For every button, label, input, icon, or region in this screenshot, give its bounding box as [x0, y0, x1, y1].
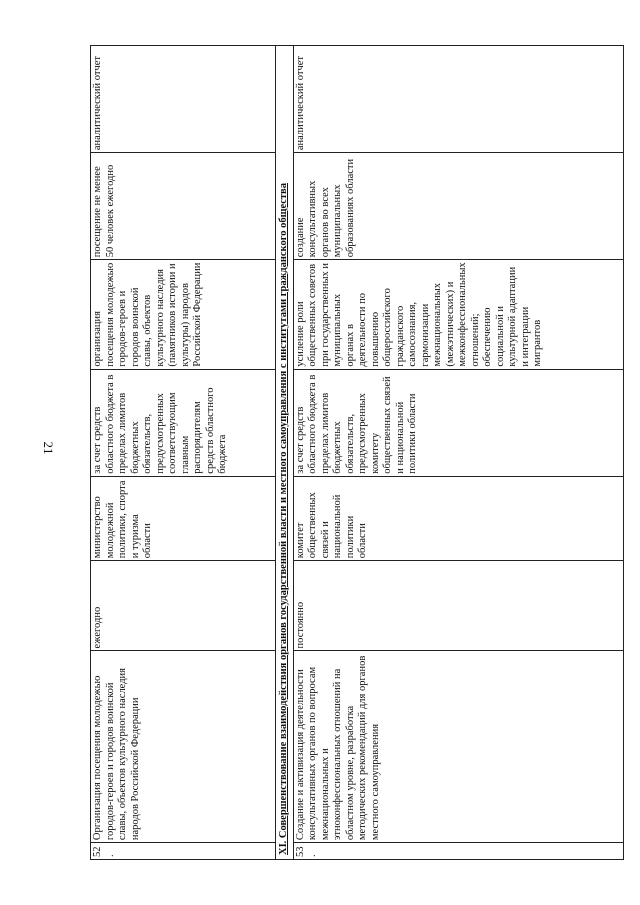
- row-number: 53.: [293, 843, 623, 860]
- action-plan-table: [90, 45, 624, 860]
- report-cell: аналитический отчет: [293, 46, 623, 153]
- section-title: XI. Совершенствование взаимодействия органов государственной власти и местного самоуправления с институтами гражданского общества: [276, 46, 294, 860]
- funding-cell: за счет средств областного бюджета в пределах лимитов бюджетных обязательств, предусмотренных соответствующим главным распорядителям средств областного бюджета: [91, 369, 276, 476]
- indicator-cell: создание консультативных органов во всех муниципальных образованиях области: [293, 153, 623, 260]
- table-row-52: [91, 46, 276, 860]
- rotated-table-wrapper: [90, 45, 635, 860]
- executor-cell: комитет общественных связей и национальной политики области: [293, 476, 623, 561]
- result-cell: усиление роли общественных советов при государственных и муниципальных органах в деятельности по повышению общероссийского гражданского самосознания, гармонизации межнациональных (межэтнических) и межконфессиональных отношений; обеспечению социальной и культурной адаптации и интеграции мигрантов: [293, 260, 623, 369]
- row-number: 52.: [91, 843, 276, 860]
- event-cell: Создание и активизация деятельности консультативных органов по вопросам межнациональных и этноконфессиональных отношений на областном уровне, разработка методических рекомендаций для органов местного самоуправления: [293, 651, 623, 843]
- funding-cell: за счет средств областного бюджета в пределах лимитов бюджетных обязательств, предусмотренных комитету общественных связей и национальной политики области: [293, 369, 623, 476]
- result-cell: организация посещения молодежью городов-героев и городов воинской славы, объектов культурного наследия (памятников истории и культуры) народов Российской Федерации: [91, 260, 276, 369]
- term-cell: постоянно: [293, 561, 623, 651]
- term-cell: ежегодно: [91, 561, 276, 651]
- table-row-53: [293, 46, 623, 860]
- executor-cell: министерство молодежной политики, спорта и туризма области: [91, 476, 276, 561]
- section-row: [276, 46, 294, 860]
- report-cell: аналитический отчет: [91, 46, 276, 153]
- page-number: 21: [41, 441, 56, 455]
- event-cell: Организация посещения молодежью городов-героев и городов воинской славы, объектов культурного наследия народов Российской Федерации: [91, 651, 276, 843]
- indicator-cell: посещение не менее 50 человек ежегодно: [91, 153, 276, 260]
